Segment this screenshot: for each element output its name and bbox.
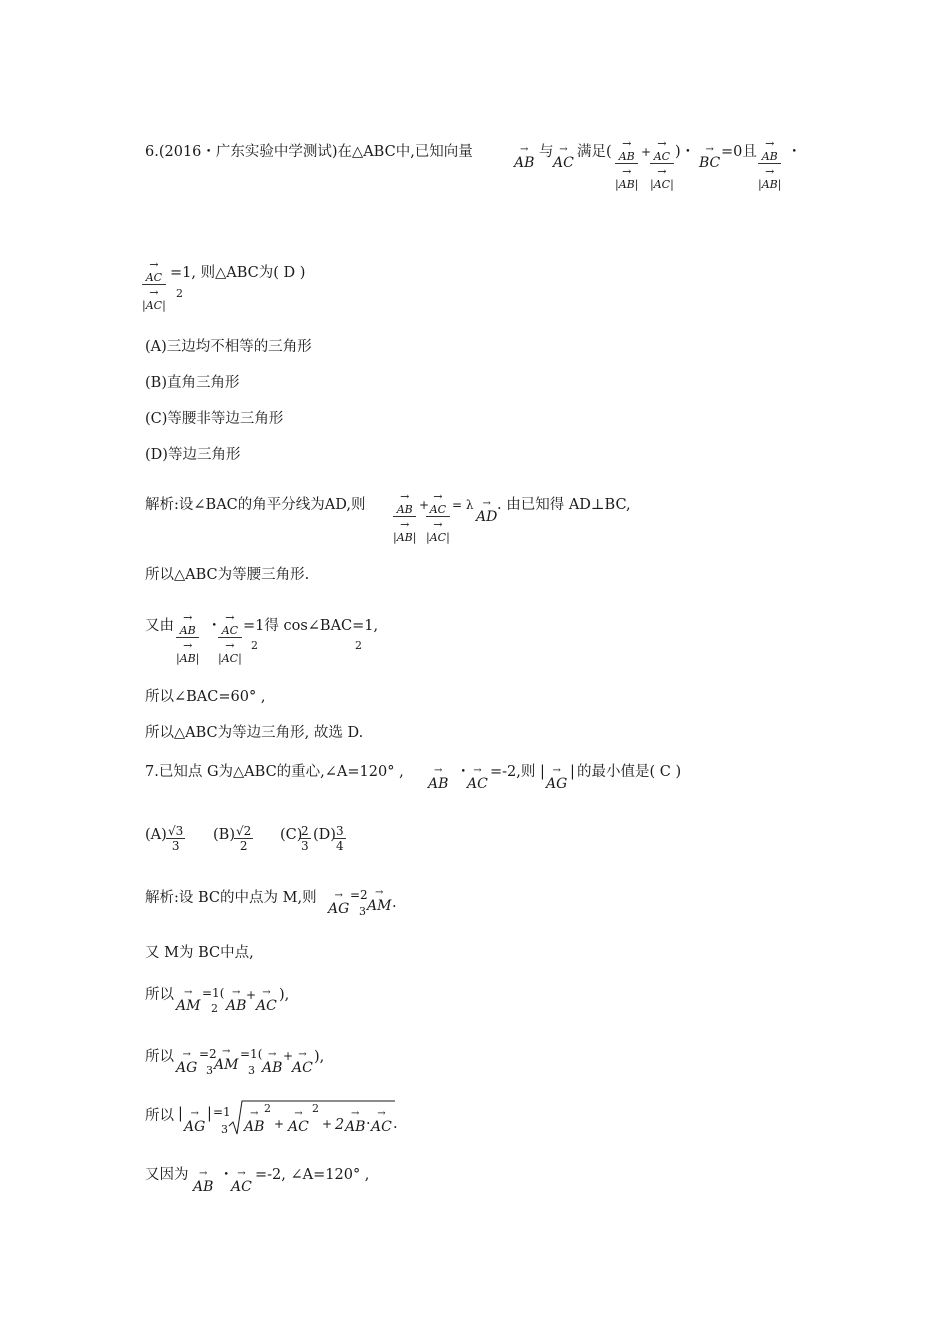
dot-operator: ・ — [456, 764, 471, 780]
arrow-icon: → — [262, 987, 271, 998]
half-denominator: 2 — [211, 1002, 218, 1015]
vector-ac: → AC — [231, 1168, 252, 1195]
option-b: (B)直角三角形 — [145, 375, 240, 391]
period: . — [393, 1116, 398, 1132]
dot-operator: ・ — [207, 618, 222, 634]
q7-sol4-tail: ), — [314, 1049, 325, 1065]
arrow-icon: → — [237, 1168, 246, 1179]
vector-ac: → AC — [553, 144, 574, 171]
q6-line1-text: 6.(2016・广东实验中学测试)在△ABC中,已知向量 — [145, 144, 473, 160]
q6-sol3-mid: =1得 cos∠BAC=1, — [243, 618, 379, 634]
unit-vector-ab-2: → AB → |AB| — [758, 137, 782, 191]
plus-sign: + — [322, 1117, 333, 1131]
dot-operator: ・ — [787, 144, 802, 160]
vector-am: → AM — [367, 887, 392, 914]
option-d: (D)等边三角形 — [145, 447, 241, 463]
q7-option-b: (B) — [213, 827, 235, 843]
arrow-icon: → — [705, 144, 714, 155]
coefficient-2: 2 — [335, 1117, 345, 1133]
q7-option-c: (C) — [280, 827, 303, 843]
vector-ac: → AC — [288, 1108, 309, 1135]
frac-sqrt3-3: √3 3 — [168, 824, 184, 853]
arrow-icon: → — [559, 144, 568, 155]
half-denominator: 2 — [176, 287, 183, 300]
dot-operator: ・ — [219, 1167, 234, 1183]
q6-satisfy-text: 满足( — [577, 144, 612, 160]
abs-bar: | — [540, 764, 545, 780]
arrow-icon: → — [552, 765, 561, 776]
third-denominator: 3 — [248, 1064, 255, 1077]
option-c: (C)等腰非等边三角形 — [145, 411, 284, 427]
vector-ab: → AB — [345, 1108, 366, 1135]
q7-sol6-tail: =-2, ∠A=120° , — [255, 1167, 370, 1183]
q7-option-d: (D) — [313, 827, 336, 843]
q6-sol5: 所以△ABC为等边三角形, 故选 D. — [145, 725, 364, 741]
unit-vector-ab: → AB → |AB| — [615, 137, 639, 191]
vector-ac: → AC — [371, 1108, 392, 1135]
q6-with-text: 与 — [539, 144, 554, 160]
arrow-icon: → — [434, 765, 443, 776]
arrow-icon: → — [190, 1108, 199, 1119]
frac-sqrt2-2: √2 2 — [236, 824, 252, 853]
q7-line1-mid: =-2,则 — [490, 764, 536, 780]
vector-am: → AM — [176, 987, 201, 1014]
plus-sign: + — [641, 145, 652, 159]
vector-ag: → AG — [176, 1049, 198, 1076]
q7-line1-tail: 的最小值是( C ) — [577, 764, 682, 780]
arrow-icon: → — [482, 498, 491, 509]
q7-line1-head: 7.已知点 G为△ABC的重心,∠A=120° , — [145, 764, 404, 780]
q7-sol4-eq2: =1( — [240, 1047, 263, 1061]
vector-ab: → AB — [244, 1108, 265, 1135]
vector-ac: → AC — [256, 987, 277, 1014]
q7-sol1-eq: =2 — [350, 888, 368, 902]
q7-sol6-head: 又因为 — [145, 1167, 189, 1183]
arrow-icon: → — [375, 887, 384, 898]
vector-ab: → AB — [514, 144, 535, 171]
vector-ac: → AC — [467, 765, 488, 792]
arrow-icon: → — [250, 1108, 259, 1119]
vector-am: → AM — [214, 1046, 239, 1073]
frac-3-4: 3 4 — [336, 824, 344, 853]
plus-sign: + — [274, 1117, 285, 1131]
option-a: (A)三边均不相等的三角形 — [145, 339, 312, 355]
plus-sign: + — [283, 1049, 294, 1063]
arrow-icon: → — [199, 1168, 208, 1179]
q6-sol1-head: 解析:设∠BAC的角平分线为AD,则 — [145, 497, 366, 513]
q6-sol3-head: 又由 — [145, 618, 174, 634]
unit-vector-ac-4: → AC → |AC| — [218, 611, 242, 665]
arrow-icon: → — [184, 987, 193, 998]
arrow-icon: → — [232, 987, 241, 998]
vector-ac: → AC — [292, 1049, 313, 1076]
q7-sol3-head: 所以 — [145, 987, 174, 1003]
third-denominator: 3 — [206, 1064, 213, 1077]
q6-eq0-and: =0且 — [721, 144, 757, 160]
q6-sol1-eq: = λ — [452, 498, 474, 512]
plus-sign: + — [246, 988, 257, 1002]
q7-sol4-head: 所以 — [145, 1049, 174, 1065]
arrow-icon: → — [268, 1049, 277, 1060]
q6-sol1-tail: . 由已知得 AD⊥BC, — [497, 497, 631, 513]
plus-sign: + — [419, 498, 430, 512]
q7-sol1-head: 解析:设 BC的中点为 M,则 — [145, 890, 317, 906]
vector-bc: → BC — [699, 144, 721, 171]
abs-bar: | — [570, 764, 575, 780]
unit-vector-ab-4: → AB → |AB| — [176, 611, 200, 665]
q7-sol3-eq: =1( — [202, 986, 225, 1000]
unit-vector-ac-3: → AC → |AC| — [426, 490, 450, 544]
vector-ab: → AB — [262, 1049, 283, 1076]
arrow-icon: → — [520, 144, 529, 155]
vector-ab: → AB — [428, 765, 449, 792]
vector-ad: → AD — [476, 498, 498, 525]
period: . — [392, 895, 397, 911]
q6-close-dot: )・ — [675, 144, 696, 160]
unit-vector-ac: → AC → |AC| — [650, 137, 674, 191]
q7-option-a: (A) — [145, 827, 167, 843]
arrow-icon: → — [377, 1108, 386, 1119]
abs-bar: | — [178, 1106, 183, 1122]
unit-vector-ab-3: → AB → |AB| — [393, 490, 417, 544]
third-denominator: 3 — [221, 1123, 228, 1136]
q7-sol3-tail: ), — [279, 987, 290, 1003]
vector-ag: → AG — [184, 1108, 206, 1135]
half-denominator: 2 — [355, 639, 362, 652]
abs-bar: | — [207, 1106, 212, 1122]
arrow-icon: → — [351, 1108, 360, 1119]
arrow-icon: → — [222, 1046, 231, 1057]
half-denominator: 2 — [251, 639, 258, 652]
arrow-icon: → — [294, 1108, 303, 1119]
frac-2-3: 2 3 — [301, 824, 309, 853]
third-denominator: 3 — [359, 905, 366, 918]
arrow-icon: → — [182, 1049, 191, 1060]
arrow-icon: → — [473, 765, 482, 776]
exponent-2: 2 — [264, 1102, 271, 1115]
unit-vector-ac-2: → AC → |AC| — [142, 258, 166, 312]
q7-sol5-head: 所以 — [145, 1108, 174, 1124]
vector-ag: → AG — [546, 765, 568, 792]
q7-sol2: 又 M为 BC中点, — [145, 945, 254, 961]
arrow-icon: → — [298, 1049, 307, 1060]
exponent-2: 2 — [312, 1102, 319, 1115]
q7-sol5-eq: =1 — [213, 1105, 231, 1119]
q6-sol4: 所以∠BAC=60° , — [145, 689, 266, 705]
q6-line2-tail: =1, 则△ABC为( D ) — [170, 265, 306, 281]
dot-operator: · — [366, 1116, 371, 1132]
q7-sol4-eq1: =2 — [199, 1047, 217, 1061]
vector-ab: → AB — [226, 987, 247, 1014]
vector-ag: → AG — [328, 890, 350, 917]
vector-ab: → AB — [193, 1168, 214, 1195]
arrow-icon: → — [334, 890, 343, 901]
q6-sol2: 所以△ABC为等腰三角形. — [145, 567, 310, 583]
